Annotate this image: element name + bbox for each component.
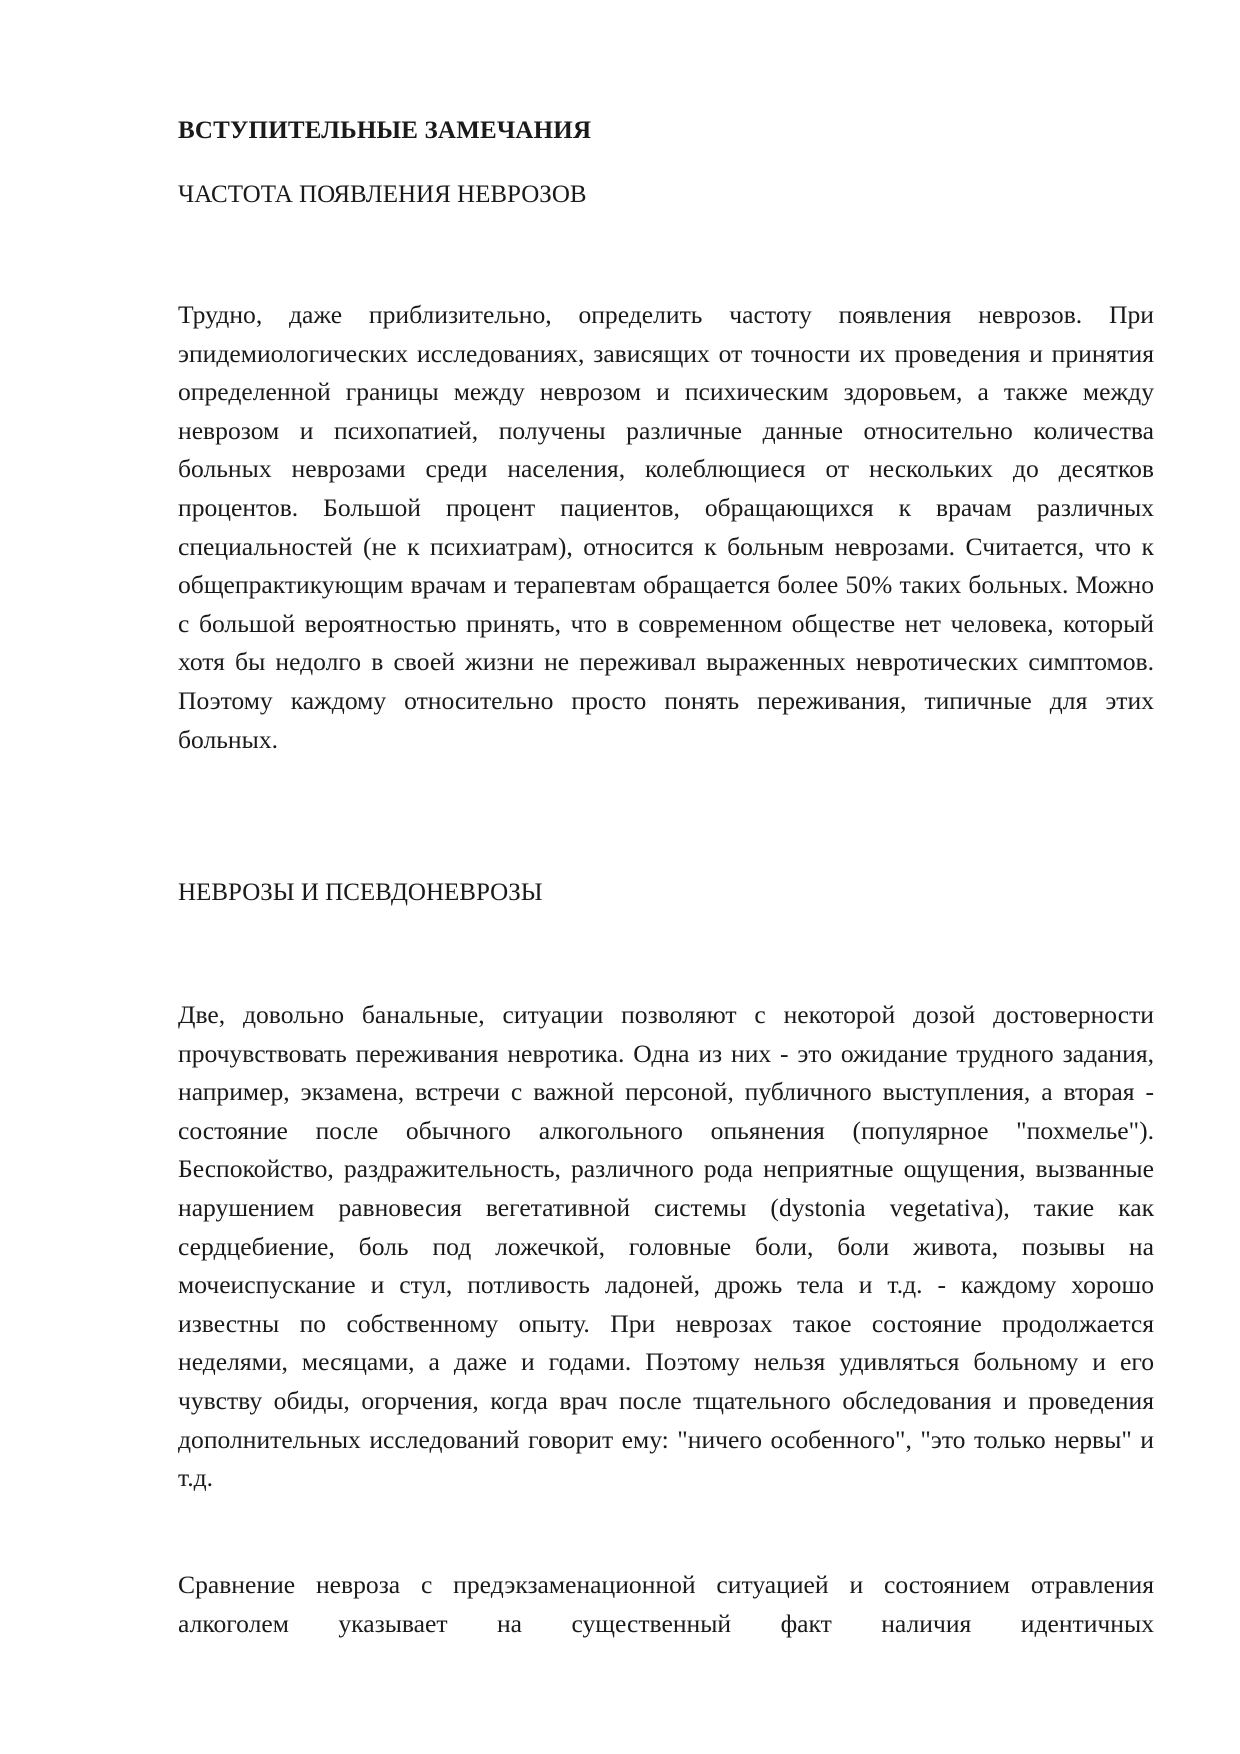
section-heading-pseudoneuroses: НЕВРОЗЫ И ПСЕВДОНЕВРОЗЫ xyxy=(178,879,543,906)
paragraph-pseudoneuroses: Две, довольно банальные, ситуации позволяют с некоторой дозой достоверности прочувствовать переживания невротика. Одна из них - это ожидание трудного задания, например, экзамена, встречи с важной персоной, публичного выступления, а вторая - состояние после обычного алкогольного опьянения (популярное "похмелье"). Беспокойство, раздражительность, различного рода неприятные ощущения, вызванные нарушением равновесия вегетативной системы (dystonia vegetativa), такие как сердцебиение, боль под ложечкой, головные боли, боли живота, позывы на мочеиспускание и стул, потливость ладоней, дрожь тела и т.д. - каждому хорошо известны по собственному опыту. При неврозах такое состояние продолжается неделями, месяцами, а даже и годами. Поэтому нельзя удивляться больному и его чувству обиды, огорчения, когда врач после тщательного обследования и проведения дополнительных исследований говорит ему: "ничего особенного", "это только нервы" и т.д. xyxy=(178,1000,1154,1493)
section-heading-frequency: ЧАСТОТА ПОЯВЛЕНИЯ НЕВРОЗОВ xyxy=(178,181,587,208)
chapter-title: ВСТУПИТЕЛЬНЫЕ ЗАМЕЧАНИЯ xyxy=(178,117,592,144)
paragraph-frequency: Трудно, даже приблизительно, определить частоту появления неврозов. При эпидемиологических исследованиях, зависящих от точности их проведения и принятия определенной границы между неврозом и психическим здоровьем, а также между неврозом и психопатией, получены различные данные относительно количества больных неврозами среди населения, колеблющиеся от нескольких до десятков процентов. Большой процент пациентов, обращающихся к врачам различных специальностей (не к психиатрам), относится к больным неврозами. Считается, что к общепрактикующим врачам и терапевтам обращается более 50% таких больных. Можно с большой вероятностью принять, что в современном обществе нет человека, который хотя бы недолго в своей жизни не переживал выраженных невротических симптомов. Поэтому каждому относительно просто понять переживания, типичные для этих больных. xyxy=(178,300,1154,754)
paragraph-comparison: Сравнение невроза с предэкзаменационной ситуацией и состоянием отравления алкоголем указывает на существенный факт наличия идентичных xyxy=(178,1570,1154,1638)
